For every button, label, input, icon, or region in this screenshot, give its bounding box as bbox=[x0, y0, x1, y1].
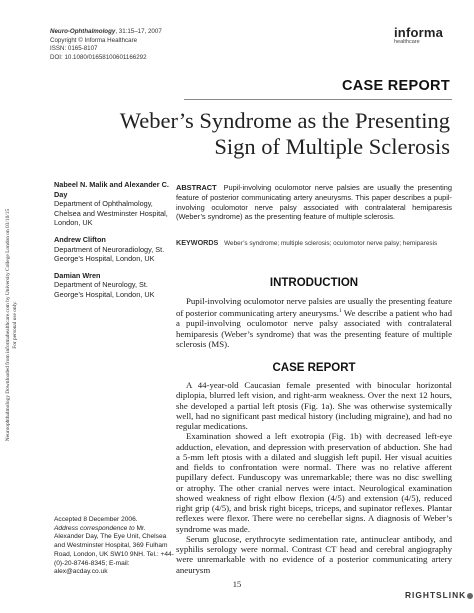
introduction-paragraph: Pupil-involving oculomotor nerve palsies are usually the presenting feature of posterior communicating artery aneurysms.$^1$ We describe a patient who had a pupil-involving oculomotor nerve palsy associated with contralateral hemiparesis (Weber’s syndrome) that was the presenting feature of multiple sclerosis (MS). bbox=[176, 296, 452, 349]
case-paragraph-3: Serum glucose, erythrocyte sedimentation rate, antinuclear antibody, and syphilis serology were normal. Contrast CT head and cerebral angiography were unremarkable with no evidence of a posterior communicating artery aneurysm bbox=[176, 533, 452, 575]
keywords-label: KEYWORDS bbox=[176, 238, 219, 247]
author-affiliation: Department of Neuroradiology, St. George’s Hospital, London, UK bbox=[54, 244, 165, 264]
author-affiliation: Department of Ophthalmology, Chelsea and Westminster Hospital, London, UK bbox=[54, 199, 168, 228]
author-affiliation: Department of Neurology, St. George’s Hospital, London, UK bbox=[54, 280, 155, 299]
journal-header bbox=[50, 28, 162, 62]
keywords-text: Weber’s syndrome; multiple sclerosis; oculomotor nerve palsy; hemiparesis bbox=[224, 240, 438, 247]
title-line-2: Sign of Multiple Sclerosis bbox=[214, 134, 450, 159]
download-notice-line1: Neuroophthalmology Downloaded from informahealthcare.com by University College London on 03/10/15 bbox=[5, 208, 11, 442]
article-title bbox=[120, 108, 450, 160]
introduction-body bbox=[176, 296, 452, 349]
article-type: CASE REPORT bbox=[341, 78, 450, 94]
keywords bbox=[176, 238, 452, 248]
abstract-label: ABSTRACT bbox=[176, 183, 217, 192]
case-paragraph-1: A 44-year-old Caucasian female presented with binocular horizontal diplopia, blurred left vision, and right-arm weakness. Over the next 12 hours, she developed a partial left ptosis (Fig. 1a). She was otherwise systemically well, had no significant past medical history (including migraine), and had no regular medications. bbox=[176, 380, 452, 431]
author-names: Andrew Clifton bbox=[54, 234, 106, 244]
download-notice-line2: For personal use only. bbox=[12, 301, 18, 349]
logo-name: informa bbox=[394, 25, 444, 40]
case-report-heading: CASE REPORT bbox=[272, 362, 356, 374]
abstract-text: Pupil-involving oculomotor nerve palsies are usually the presenting feature of posterior communicating artery aneurysms. This paper describes a pupil-involving oculomotor nerve palsy associated with contralateral hemiparesis (Weber’s syndrome) as the presenting feature of multiple sclerosis. bbox=[176, 183, 453, 222]
author-block bbox=[54, 235, 172, 264]
copyright-line: Copyright © Informa Healthcare bbox=[50, 36, 138, 44]
header-divider bbox=[184, 99, 452, 100]
download-notice bbox=[2, 160, 28, 490]
doi-line: DOI: 10.1080/01658100601166292 bbox=[50, 53, 147, 61]
journal-citation: Neuro-Ophthalmology, 31:15–17, 2007 bbox=[50, 28, 162, 35]
author-block bbox=[54, 271, 172, 300]
journal-name: Neuro-Ophthalmology bbox=[50, 28, 116, 35]
citation-reference[interactable]: 1 bbox=[338, 308, 342, 315]
author-block bbox=[54, 180, 172, 228]
introduction-heading: INTRODUCTION bbox=[269, 277, 359, 289]
case-report-body bbox=[176, 380, 452, 575]
abstract bbox=[176, 183, 452, 222]
issn-line: ISSN: 0165-8107 bbox=[50, 45, 98, 53]
title-line-1: Weber’s Syndrome as the Presenting bbox=[119, 108, 450, 133]
author-names: Damian Wren bbox=[54, 270, 101, 280]
rightslink-dot-icon bbox=[467, 593, 473, 599]
correspondence-address: Address correspondence to Mr. Alexander Day, The Eye Unit, Chelsea and Westminster Hospital, 369 Fulham Road, London, UK SW10 9NH. Tel.: +44-(0)-20-8746-8345; E-mail: alex@acday.co.uk bbox=[54, 524, 174, 576]
rightslink-logo[interactable]: RIGHTSLINK bbox=[405, 590, 473, 600]
page-number: 15 bbox=[232, 579, 242, 589]
correspondence-note bbox=[54, 516, 174, 577]
case-paragraph-2: Examination showed a left exotropia (Fig. 1b) with decreased left-eye adduction, elevation, and depression with preservation of abduction. She had a 5-mm left ptosis with a dilated and sluggish left pupil. Her visual acuities and fields to confrontation were normal. There was no relative afferent pupillary defect. Funduscopy was unremarkable; there was no disc swelling or atrophy. The other cranial nerves were intact. Neurological examination showed weakness of right elbow flexion (4/5) and extension (4/5), reduced right grip (4/5), and brisk right biceps, triceps, and supinator reflexes. Plantar reflexes were flexor. There were no cerebellar signs. A diagnosis of Weber’s syndrome was made. bbox=[176, 431, 452, 534]
author-names: Nabeel N. Malik and Alexander C. Day bbox=[54, 180, 169, 199]
author-list bbox=[54, 180, 172, 307]
accepted-date: Accepted 8 December 2006. bbox=[54, 516, 138, 523]
logo-subtitle: healthcare bbox=[394, 39, 420, 45]
publisher-logo bbox=[394, 26, 443, 46]
